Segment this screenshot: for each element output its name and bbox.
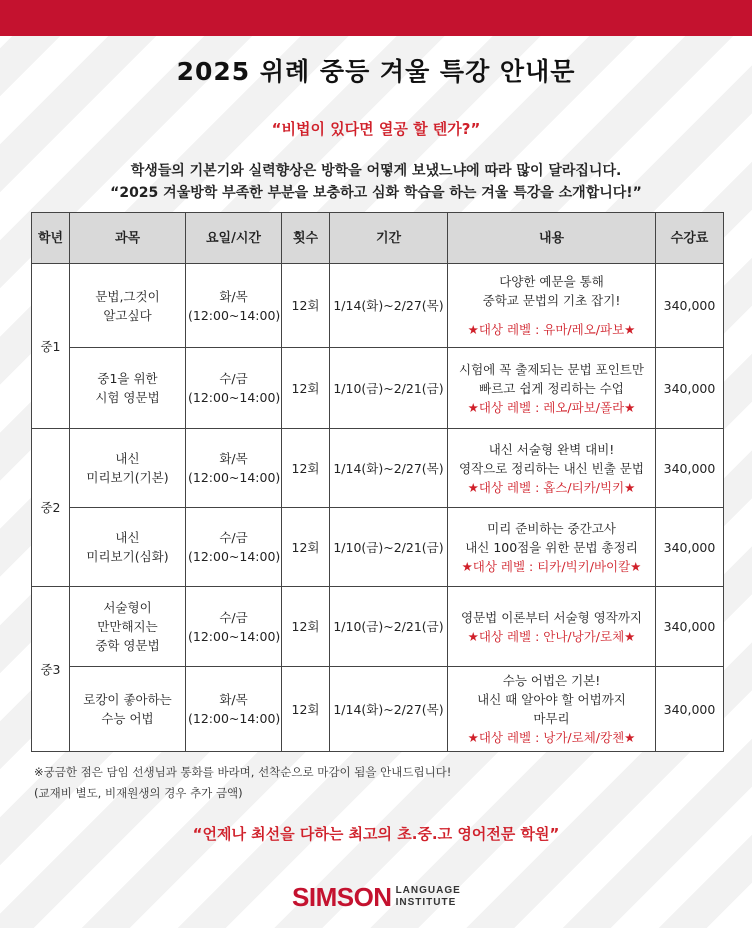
subject-line: 미리보기(심화) [86, 549, 169, 564]
intro-line-1: 학생들의 기본기와 실력향상은 방학을 어떻게 보냈느냐에 따라 많이 달라집니다. [130, 163, 622, 179]
subject-line: 알고싶다 [103, 307, 152, 323]
period-cell: 1/10(금)~2/21(금) [330, 587, 448, 667]
count-cell: 12회 [282, 429, 330, 508]
spacer [450, 310, 653, 320]
table-row [32, 508, 724, 587]
grade-cell: 중3 [32, 587, 70, 752]
time-text: (12:00~14:00) [188, 628, 281, 644]
count-cell: 12회 [282, 348, 330, 429]
simson-logo [292, 880, 461, 914]
period-cell: 1/10(금)~2/21(금) [330, 508, 448, 587]
content-cell [448, 508, 656, 587]
subject-cell [70, 667, 186, 752]
content-line: 다양한 예문을 통해 [499, 274, 604, 289]
target-level: ★대상 레벨 : 레오/파보/폴라★ [467, 399, 636, 415]
target-level: ★대상 레벨 : 낭가/로체/캉첸★ [467, 730, 636, 745]
intro-line-2: “2025 겨울방학 부족한 부분을 보충하고 심화 학습을 하는 겨울 특강을 소개합니다!” [110, 185, 642, 201]
subject-line: 내신 [115, 530, 140, 545]
fee-cell: 340,000 [656, 264, 724, 348]
subject-line: 수능 어법 [101, 711, 154, 726]
content-line: 수능 어법은 기본! [502, 673, 601, 688]
table-row [32, 667, 724, 752]
table-row [32, 264, 724, 348]
logo-wordmark: SIMSON [292, 881, 392, 912]
count-cell: 12회 [282, 508, 330, 587]
table-row [32, 429, 724, 508]
count-cell: 12회 [282, 264, 330, 348]
content-line: 빠르고 쉽게 정리하는 수업 [479, 380, 624, 396]
fee-cell: 340,000 [656, 667, 724, 752]
period-cell: 1/14(화)~2/27(목) [330, 264, 448, 348]
day-text: 수/금 [219, 530, 248, 545]
count-cell: 12회 [282, 587, 330, 667]
target-level: ★대상 레벨 : 안나/낭가/로체★ [467, 628, 636, 644]
top-banner-bar [0, 0, 752, 36]
logo-sub-line-1: LANGUAGE [395, 885, 461, 896]
day-time-cell [186, 348, 282, 429]
header-period: 기간 [330, 213, 448, 264]
day-time-cell [186, 667, 282, 752]
header-count: 횟수 [282, 213, 330, 264]
page-title: 2025 위례 중등 겨울 특강 안내문 [176, 57, 576, 86]
table-row [32, 587, 724, 667]
content-line: 중학교 문법의 기초 잡기! [482, 293, 621, 308]
table-header-row [32, 213, 724, 264]
content-line: 내신 100점을 위한 문법 총정리 [465, 539, 638, 555]
day-text: 화/목 [219, 692, 248, 707]
day-time-cell [186, 429, 282, 508]
day-text: 화/목 [219, 451, 248, 466]
target-level: ★대상 레벨 : 티카/빅키/바이칼★ [461, 558, 642, 574]
time-text: (12:00~14:00) [188, 390, 281, 405]
subject-line: 만만해지는 [97, 619, 158, 634]
content-cell [448, 429, 656, 508]
content-cell [448, 587, 656, 667]
subject-cell [70, 508, 186, 587]
day-text: 수/금 [219, 371, 248, 386]
header-content: 내용 [448, 213, 656, 264]
fee-cell: 340,000 [656, 348, 724, 429]
header-fee: 수강료 [656, 213, 724, 264]
header-grade: 학년 [32, 213, 70, 264]
time-text: (12:00~14:00) [188, 711, 281, 726]
day-text: 화/목 [219, 288, 248, 304]
time-text: (12:00~14:00) [188, 470, 281, 485]
subject-line: 로캉이 좋아하는 [83, 692, 172, 707]
subject-line: 내신 [115, 451, 140, 466]
day-time-cell [186, 587, 282, 667]
content-cell [448, 348, 656, 429]
content-line: 마무리 [533, 711, 570, 726]
count-cell: 12회 [282, 667, 330, 752]
subject-line: 시험 영문법 [95, 390, 160, 405]
target-level: ★대상 레벨 : 유마/레오/파보★ [467, 322, 636, 337]
content-cell [448, 667, 656, 752]
subject-cell [70, 264, 186, 348]
logo-subtitle [396, 885, 461, 909]
subject-cell [70, 587, 186, 667]
header-day-time: 요일/시간 [186, 213, 282, 264]
header-subject: 과목 [70, 213, 186, 264]
day-time-cell [186, 264, 282, 348]
fee-cell: 340,000 [656, 587, 724, 667]
footnote-line-2: (교재비 별도, 비재원생의 경우 추가 금액) [34, 786, 243, 800]
content-line: 시험에 꼭 출제되는 문법 포인트만 [459, 361, 644, 377]
subject-line: 미리보기(기본) [86, 470, 169, 485]
subject-line: 중1을 위한 [97, 371, 158, 386]
period-cell: 1/10(금)~2/21(금) [330, 348, 448, 429]
schedule-table [31, 212, 724, 752]
subtitle: “비법이 있다면 열공 할 텐가?” [271, 120, 481, 138]
grade-cell: 중1 [32, 264, 70, 429]
period-cell: 1/14(화)~2/27(목) [330, 429, 448, 508]
content-line: 미리 준비하는 중간고사 [487, 520, 616, 536]
table-row [32, 348, 724, 429]
logo-sub-line-2: INSTITUTE [395, 897, 457, 908]
content-cell [448, 264, 656, 348]
intro-text [0, 160, 752, 204]
content-line: 영문법 이론부터 서술형 영작까지 [461, 609, 642, 625]
subject-line: 서술형이 [103, 600, 152, 615]
subject-line: 문법,그것이 [95, 288, 160, 304]
time-text: (12:00~14:00) [188, 307, 281, 323]
fee-cell: 340,000 [656, 429, 724, 508]
subject-cell [70, 348, 186, 429]
time-text: (12:00~14:00) [188, 549, 281, 564]
footnote-line-1: ※궁금한 점은 담임 선생님과 통화를 바라며, 선착순으로 마감이 됨을 안내드립니다! [34, 765, 452, 779]
academy-slogan: “언제나 최선을 다하는 최고의 초.중.고 영어전문 학원” [192, 825, 560, 843]
period-cell: 1/14(화)~2/27(목) [330, 667, 448, 752]
content-line: 내신 때 알아야 할 어법까지 [477, 692, 626, 707]
day-time-cell [186, 508, 282, 587]
day-text: 수/금 [219, 609, 248, 625]
subject-line: 중학 영문법 [95, 638, 160, 653]
subject-cell [70, 429, 186, 508]
grade-cell: 중2 [32, 429, 70, 587]
target-level: ★대상 레벨 : 홉스/티카/빅키★ [467, 479, 636, 495]
content-line: 내신 서술형 완벽 대비! [488, 441, 615, 457]
fee-cell: 340,000 [656, 508, 724, 587]
footnotes [34, 762, 451, 804]
content-line: 영작으로 정리하는 내신 빈출 문법 [459, 460, 644, 476]
